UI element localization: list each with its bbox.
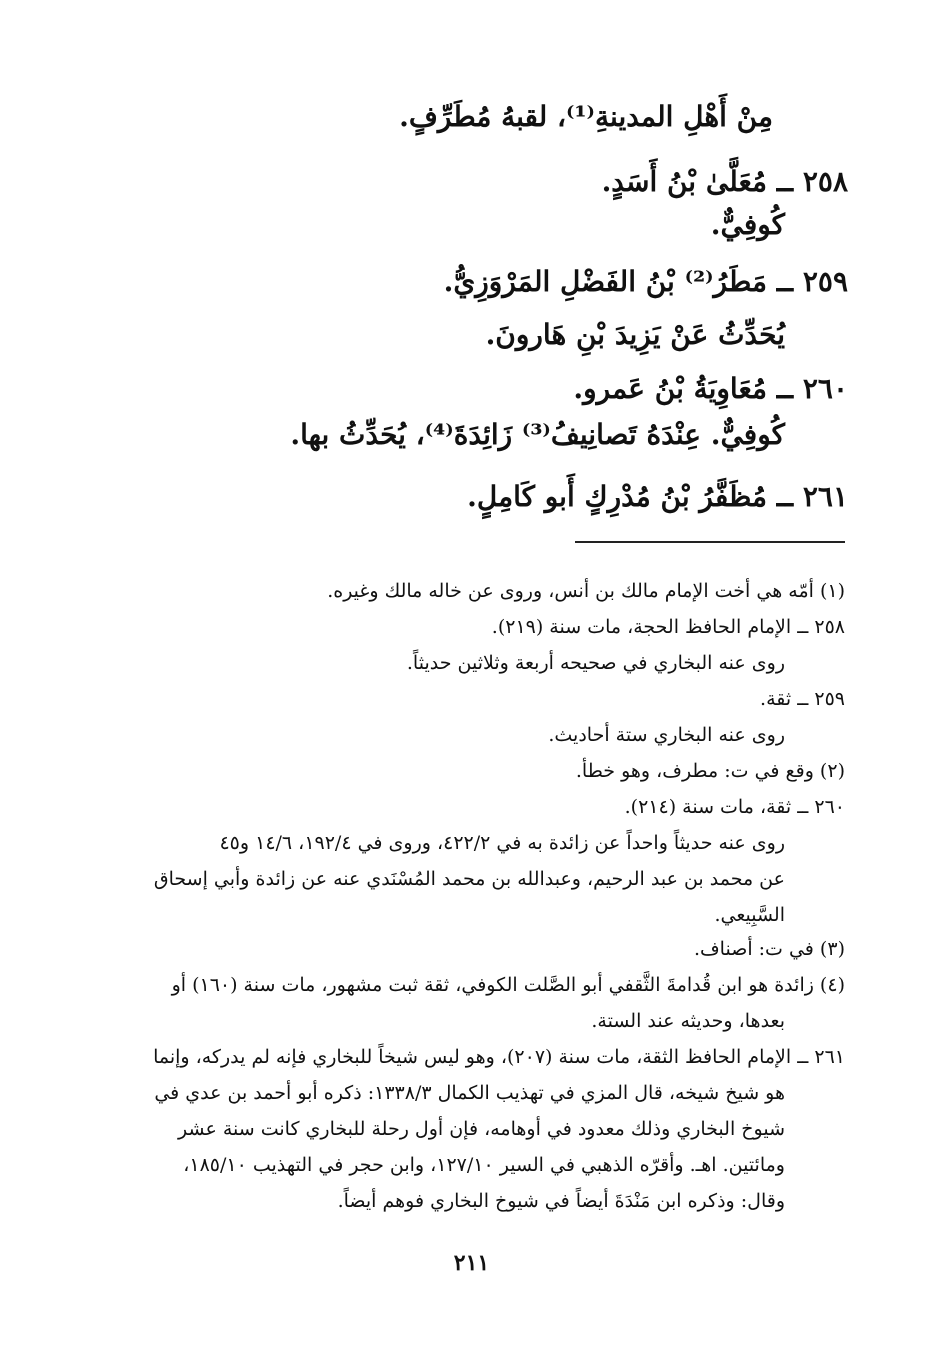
footnote-261-cont-3: ومائتين. اهـ. وأقرّه الذهبي في السير ١٢٧/١٠، وابن حجر في التهذيب ١٨٥/١٠، [183, 1154, 785, 1176]
footnote-258: ٢٥٨ ــ الإمام الحافظ الحجة، مات سنة (٢١٩). [491, 616, 845, 638]
footnote-divider [575, 541, 845, 543]
entry-258-body: كُوفِيٌّ. [710, 208, 785, 241]
footnote-261-cont-4: وقال: وذكره ابن مَنْدَةَ أيضاً في شيوخ البخاري فوهم أيضاً. [337, 1190, 785, 1212]
footnote-261-cont-1: هو شيخ شيخه، قال المزي في تهذيب الكمال ١٣٣٨/٣: ذكره أبو أحمد بن عدي في [154, 1082, 785, 1104]
footnote-260-cont-1: روى عنه حديثاً واحداً عن زائدة به في ٤٢٢/٢، وروى في ١٩٢/٤، ١٤/٦ و٤٥ [219, 832, 785, 854]
footnote-260-cont-3: السَّبِيعي. [714, 904, 785, 926]
entry-259-body: يُحَدِّثُ عَنْ يَزِيدَ بْنِ هَارونَ. [485, 318, 785, 351]
footnote-261: ٢٦١ ــ الإمام الحافظ الثقة، مات سنة (٢٠٧)، وهو ليس شيخاً للبخاري فإنه لم يدركه، وإنما [153, 1046, 845, 1068]
footnote-3: (٣) في ت: أصناف. [693, 938, 845, 960]
footnote-4: (٤) زائدة هو ابن قُدامةَ الثَّقفي أبو الصَّلت الكوفي، ثقة ثبت مشهور، مات سنة (١٦٠) أو [171, 974, 845, 996]
footnote-259: ٢٥٩ ــ ثقة. [760, 688, 845, 710]
entry-260-body: كُوفِيٌّ. عِنْدَهُ تَصانِيفُ⁽³⁾ زَائِدَةَ⁽⁴⁾، يُحَدِّثُ بها. [290, 418, 785, 451]
footnote-260-cont-2: عن محمد بن عبد الرحيم، وعبدالله بن محمد المُسْنَدي عنه عن زائدة وأبي إسحاق [153, 868, 785, 890]
entry-259-heading: ٢٥٩ ــ مَطَرُ⁽²⁾ بْنُ الفَضْلِ المَرْوَزِيُّ. [443, 265, 848, 298]
entry-258-heading: ٢٥٨ ــ مُعَلَّىٰ بْنُ أَسَدٍ. [601, 165, 848, 198]
footnote-1: (١) أمّه هي أخت الإمام مالك بن أنس، وروى عن خاله مالك وغيره. [327, 580, 845, 602]
footnote-260: ٢٦٠ ــ ثقة، مات سنة (٢١٤). [624, 796, 845, 818]
page-number: ٢١١ [453, 1250, 490, 1276]
footnote-258-cont: روى عنه البخاري في صحيحه أربعة وثلاثين حديثاً. [406, 652, 785, 674]
footnote-261-cont-2: شيوخ البخاري وذلك معدود في أوهامه، فإن أول رحلة للبخاري كانت سنة عشر [178, 1118, 785, 1140]
entry-261-heading: ٢٦١ ــ مُظَفَّرُ بْنُ مُدْرِكٍ أَبو كَامِلٍ. [467, 480, 848, 513]
entry-260-heading: ٢٦٠ ــ مُعَاوِيَةُ بْنُ عَمرو. [573, 372, 848, 405]
footnote-4-cont: بعدها، وحديثه عند الستة. [591, 1010, 785, 1032]
footnote-259-cont: روى عنه البخاري ستة أحاديث. [548, 724, 785, 746]
main-line-origin: مِنْ أَهْلِ المدينةِ⁽¹⁾، لقبهُ مُطَرِّفٍ. [399, 100, 773, 133]
footnote-2: (٢) وقع في ت: مطرف، وهو خطأ. [575, 760, 845, 782]
